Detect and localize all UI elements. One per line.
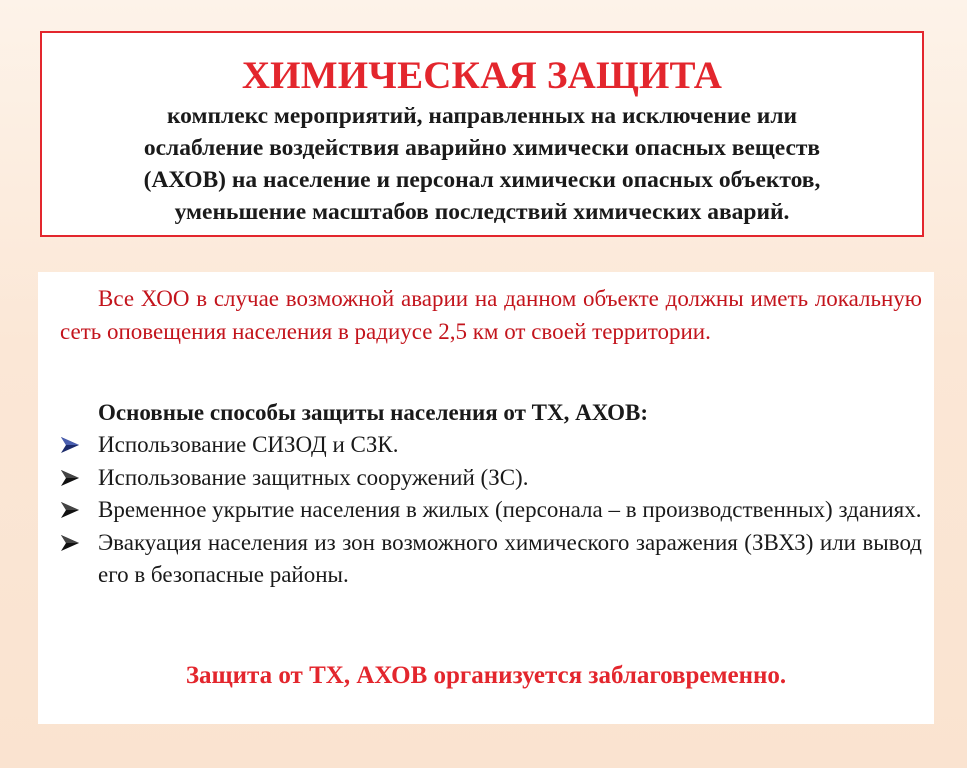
list-item (38, 527, 922, 592)
definition-line: уменьшение масштабов последствий химических аварий. (174, 199, 790, 225)
list-item (38, 429, 922, 462)
content-panel (38, 272, 934, 724)
list-item (38, 494, 922, 527)
conclusion-text: Защита от ТХ, АХОВ организуется заблаговременно. (185, 662, 787, 689)
list-item (38, 462, 922, 495)
methods-list (38, 429, 922, 592)
methods-heading: Основные способы защиты населения от ТХ, АХОВ: (98, 400, 649, 425)
method-text: Временное укрытие населения в жилых (персонала – в производственных) зданиях. (98, 497, 922, 522)
arrow-bullet-icon (60, 436, 80, 454)
definition-line: ослабление воздействия аварийно химически опасных веществ (143, 135, 821, 161)
definition-text (42, 100, 922, 228)
arrow-bullet-icon (60, 469, 80, 487)
definition-line: комплекс мероприятий, направленных на исключение или (166, 103, 798, 129)
definition-box (40, 31, 924, 237)
page-title: ХИМИЧЕСКАЯ ЗАЩИТА (241, 54, 723, 97)
notification-paragraph: Все ХОО в случае возможной аварии на данном объекте должны иметь локальную сеть оповещения населения в радиусе 2,5 км от своей территории. (60, 286, 922, 344)
arrow-bullet-icon (60, 534, 80, 552)
arrow-bullet-icon (60, 501, 80, 519)
method-text: Использование защитных сооружений (ЗС). (98, 464, 529, 490)
method-text: Эвакуация населения из зон возможного химического заражения (ЗВХЗ) или вывод его в безопасные районы. (98, 529, 922, 587)
method-text: Использование СИЗОД и СЗК. (98, 432, 399, 457)
definition-line: (АХОВ) на население и персонал химически опасных объектов, (143, 167, 821, 193)
